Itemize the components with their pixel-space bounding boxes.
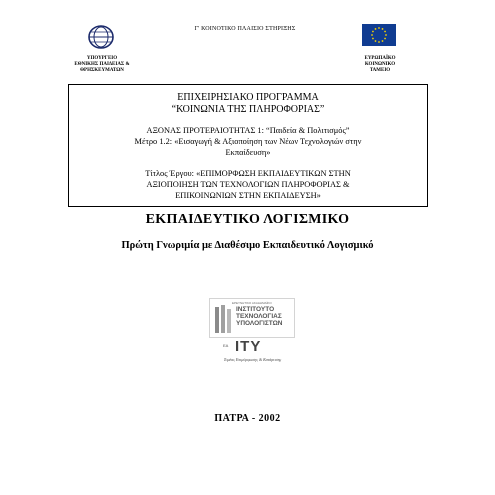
logo-line-3: ΥΠΟΛΟΓΙΣΤΩΝ (236, 320, 283, 327)
eu-star-icon (378, 27, 380, 29)
esf-line-2: ΚΟΙΝΩΝΙΚΟ (364, 62, 396, 67)
eu-star-icon (372, 38, 374, 40)
esf-line-3: ΤΑΜΕΙΟ (369, 68, 391, 73)
eu-star-icon (382, 28, 384, 30)
page-title: ΕΚΠΑΙΔΕΥΤΙΚΟ ΛΟΓΙΣΜΙΚΟ (145, 212, 350, 227)
page-subtitle: Πρώτη Γνωριμία με Διαθέσιμο Εκπαιδευτικό Λογισμικό (121, 240, 374, 251)
eu-star-icon (385, 34, 387, 36)
ministry-line-2: ΕΘΝΙΚΗΣ ΠΑΙΔΕΙΑΣ & (74, 62, 130, 67)
eu-star-icon (382, 40, 384, 42)
esf-caption (340, 56, 420, 74)
program-box (68, 84, 428, 207)
measure-line-cont: Εκπαίδευση» (225, 148, 271, 157)
eu-star-icon (375, 40, 377, 42)
ministry-line-3: ΘΡΗΣΚΕΥΜΑΤΩΝ (80, 68, 124, 73)
eu-star-icon (372, 31, 374, 33)
priority-axis-line: ΑΞΟΝΑΣ ΠΡΟΤΕΡΑΙΟΤΗΤΑΣ 1: “Παιδεία & Πολιτισμός” (146, 126, 350, 135)
ministry-emblem-icon (86, 24, 116, 50)
eu-star-icon (384, 38, 386, 40)
cti-logo-icon (205, 296, 300, 366)
eu-star-icon (384, 31, 386, 33)
document-header (0, 18, 495, 88)
eu-star-icon (375, 28, 377, 30)
esf-line-1: ΕΥΡΩΠΑΪΚΟ (364, 56, 396, 61)
logo-mark-icon (213, 303, 233, 335)
logo-acronym: ΙΤΥ (235, 338, 262, 355)
project-title-line-2: ΑΞΙΟΠΟΙΗΣΗ ΤΩΝ ΤΕΧΝΟΛΟΓΙΩΝ ΠΛΗΡΟΦΟΡΙΑΣ & (146, 180, 350, 189)
place-date: ΠΑΤΡΑ - 2002 (214, 413, 281, 424)
eu-flag-icon (362, 24, 396, 46)
logo-line-1: ΙΝΣΤΙΤΟΥΤΟ (236, 306, 275, 313)
eu-star-icon (378, 41, 380, 43)
logo-prefix: ΕΑ (223, 343, 229, 348)
framework-label: Γ' ΚΟΙΝΟΤΙΚΟ ΠΛΑΙΣΙΟ ΣΤΗΡΙΞΗΣ (194, 26, 296, 32)
logo-small-line: ΕΡΕΥΝΗΤΙΚΟ ΑΚΑΔΗΜΑΪΚΟ (232, 301, 272, 305)
program-name-line: ΕΠΙΧΕΙΡΗΣΙΑΚΟ ΠΡΟΓΡΑΜΜΑ (177, 92, 319, 103)
logo-frame (209, 298, 295, 338)
ministry-caption (50, 56, 154, 74)
measure-line: Μέτρο 1.2: «Εισαγωγή & Αξιοποίηση των Νέων Τεχνολογιών στην (134, 137, 362, 146)
eu-star-icon (371, 34, 373, 36)
logo-caption: Τομέας Επιμόρφωσης & Κατάρτισης (223, 357, 282, 362)
project-title-line: Τίτλος Έργου: «ΕΠΙΜΟΡΦΩΣΗ ΕΚΠΑΙΔΕΥΤΙΚΩΝ ΣΤΗΝ (145, 169, 351, 178)
project-title-line-3: ΕΠΙΚΟΙΝΩΝΙΩΝ ΣΤΗΝ ΕΚΠΑΙΔΕΥΣΗ» (175, 191, 321, 200)
logo-line-2: ΤΕΧΝΟΛΟΓΙΑΣ (236, 313, 282, 320)
program-title-line: “ΚΟΙΝΩΝΙΑ ΤΗΣ ΠΛΗΡΟΦΟΡΙΑΣ” (171, 104, 325, 115)
ministry-line-1: ΥΠΟΥΡΓΕΙΟ (86, 56, 118, 61)
